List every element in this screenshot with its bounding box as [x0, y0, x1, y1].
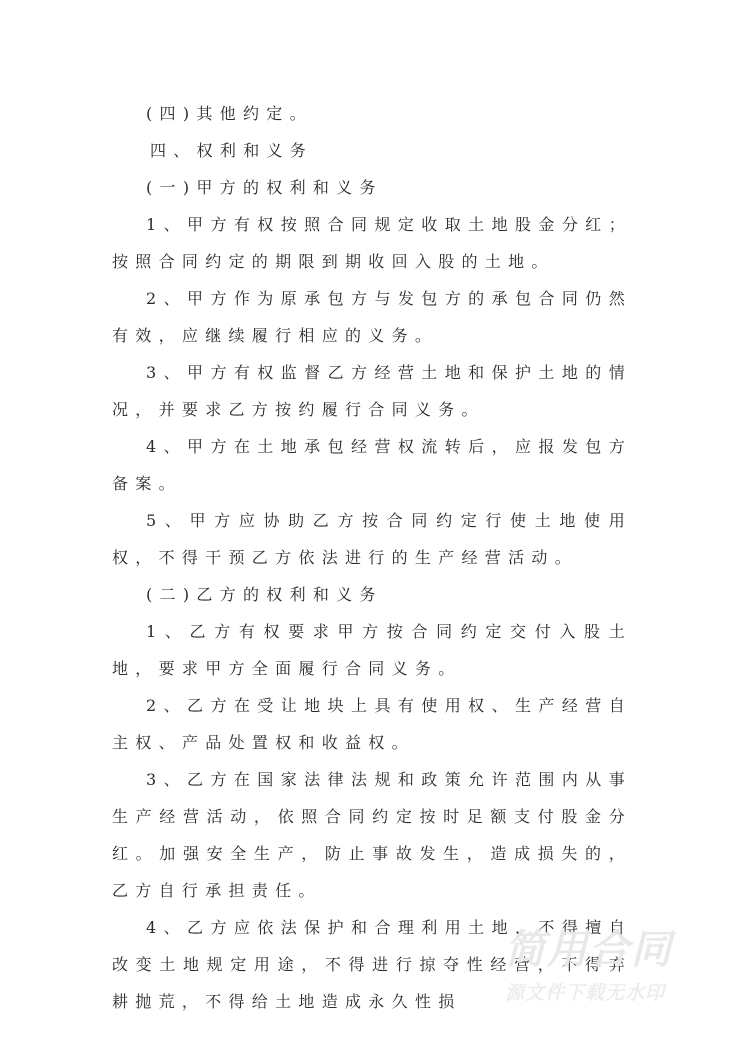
section-heading-rights-obligations: 四、权利和义务 — [150, 141, 314, 160]
watermark-tagline: 源文件下载无水印 — [505, 982, 666, 1004]
clause-a-4: 4、甲方在土地承包经营权流转后，应报发包方备案。 — [112, 437, 632, 493]
subheading-party-a: (一)甲方的权利和义务 — [146, 178, 383, 197]
clause-a-2: 2、甲方作为原承包方与发包方的承包合同仍然有效，应继续履行相应的义务。 — [112, 289, 632, 345]
clause-b-3: 3、乙方在国家法律法规和政策允许范围内从事生产经营活动，依照合同约定按时足额支付股金分红。加强安全生产，防止事故发生，造成损失的，乙方自行承担责任。 — [112, 770, 632, 900]
watermark-brand: 简用合同 — [505, 927, 673, 973]
subheading-other-agreements: (四)其他约定。 — [146, 104, 313, 123]
document-page — [112, 95, 632, 1020]
clause-b-4: 4、乙方应依法保护和合理利用土地，不得擅自改变土地规定用途，不得进行掠夺性经营，不得弃耕抛荒，不得给土地造成永久性损 — [112, 918, 632, 1011]
clause-a-5: 5、甲方应协助乙方按合同约定行使土地使用权，不得干预乙方依法进行的生产经营活动。 — [112, 511, 632, 567]
clause-a-3: 3、甲方有权监督乙方经营土地和保护土地的情况，并要求乙方按约履行合同义务。 — [112, 363, 632, 419]
clause-b-2: 2、乙方在受让地块上具有使用权、生产经营自主权、产品处置权和收益权。 — [112, 696, 632, 752]
clause-a-1: 1、甲方有权按照合同规定收取土地股金分红；按照合同约定的期限到期收回入股的土地。 — [112, 215, 632, 271]
clause-b-1: 1、乙方有权要求甲方按合同约定交付入股土地，要求甲方全面履行合同义务。 — [112, 622, 632, 678]
subheading-party-b: (二)乙方的权利和义务 — [146, 585, 383, 604]
